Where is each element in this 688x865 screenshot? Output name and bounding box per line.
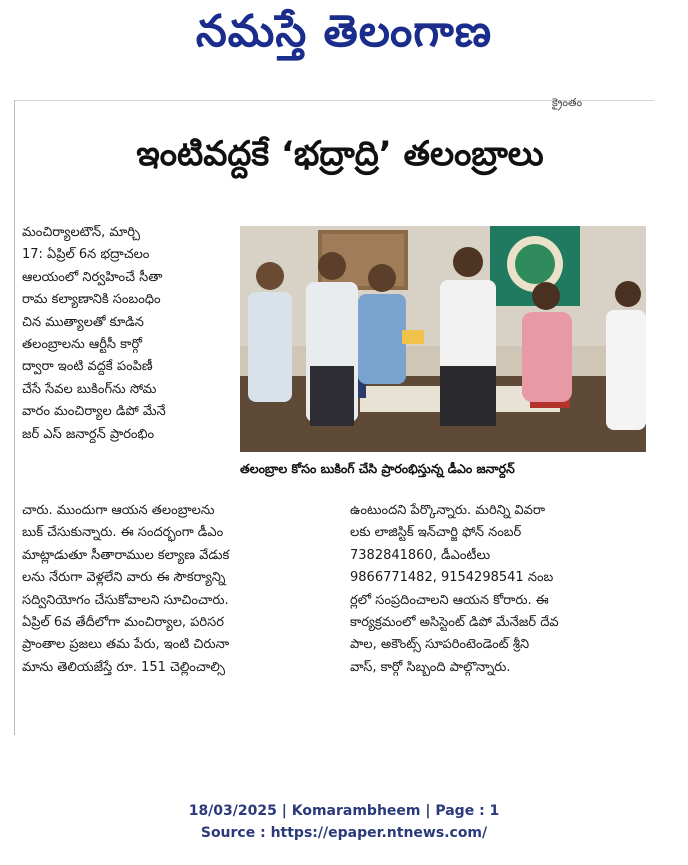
article-text-line: ప్రాంతాల ప్రజలు తమ పేరు, ఇంటి చిరునా — [22, 637, 230, 653]
masthead — [0, 0, 688, 80]
article-text-line: లకు లాజిస్టిక్ ఇన్‌చార్జి ఫోన్ నంబర్ — [350, 525, 522, 541]
article-text-line: చిన ముత్యాలతో కూడిన — [22, 314, 144, 330]
article-text-line: రామ కల్యాణానికి సంబంధిం — [22, 292, 161, 308]
article-text-line: ఏప్రిల్ 6వ తేదీలోగా మంచిర్యాల, పరిసర — [22, 615, 224, 631]
divider-left — [14, 100, 15, 735]
news-photo — [240, 226, 646, 452]
article-column-left — [22, 500, 340, 679]
article-text-line: మంచిర్యాలటౌన్, మార్చి — [22, 225, 140, 240]
article-text-line: తలంబ్రాలను ఆర్టీసీ కార్గో — [22, 337, 142, 353]
article-text-line: బుక్ చేసుకున్నారు. ఈ సందర్భంగా డీఎం — [22, 525, 224, 541]
newspaper-logo: నమస్తే తెలంగాణ — [195, 6, 493, 57]
article-text-line: చేసే సేవల బుకింగ్‌ను సోమ — [22, 381, 157, 397]
article-text-line: వాస్, కార్గో సిబ్బంది పాల్గొన్నారు. — [350, 659, 511, 675]
article-text-line: ఉంటుందని పేర్కొన్నారు. మరిన్ని వివరా — [350, 503, 546, 518]
page-footer — [0, 800, 688, 844]
article-text-line: పాల, అకౌంట్స్ సూపరింటెండెంట్ శ్రీని — [350, 637, 530, 653]
article-text-line: మాట్లాడుతూ సీతారాముల కల్యాణ వేడుక — [22, 547, 230, 563]
article-text-line: సద్వినియోగం చేసుకోవాలని సూచించారు. — [22, 592, 229, 608]
photo-caption: తలంబ్రాల కోసం బుకింగ్ చేసి ప్రారంభిస్తున్న డీఎం జనార్దన్ — [240, 455, 646, 482]
footer-date-edition: 18/03/2025 | Komarambheem | Page : 1 — [188, 803, 500, 819]
article-text-line: లను నేరుగా వెళ్లలేని వారు ఈ సౌకర్యాన్ని — [22, 570, 226, 586]
article-text-line: జర్ ఎస్ జనార్దన్ ప్రారంభిం — [22, 426, 155, 442]
office-scene-illustration — [240, 226, 646, 452]
article-column-right — [350, 500, 650, 679]
article-text-line: ర్లలో సంప్రదించాలని ఆయన కోరారు. ఈ — [350, 592, 549, 608]
article-text-line: ద్వారా ఇంటి వద్దకే పంపిణీ — [22, 359, 153, 375]
section-strip: క్రైంతం — [552, 96, 583, 109]
article-text-line: కార్యక్రమంలో అసిస్టెంట్ డిపో మేనేజర్ దేవ — [350, 615, 559, 631]
article-text-line: 7382841860, డీఎంటీలు — [350, 547, 491, 563]
article-text-line: ఆలయంలో నిర్వహించే సీతా — [22, 269, 163, 285]
article-text-line: చారు. ముందుగా ఆయన తలంబ్రాలను — [22, 503, 215, 518]
article-intro-column — [22, 222, 232, 446]
article-headline: ఇంటివద్దకే ‘భద్రాద్రి’ తలంబ్రాలు — [136, 134, 544, 174]
article-text-line: మాను తెలియజేస్తే రూ. 151 చెల్లించాల్సి — [22, 659, 226, 675]
article-text-line: వారం మంచిర్యాల డిపో మేనే — [22, 404, 166, 420]
article-text-line: 9866771482, 9154298541 నంబ — [350, 570, 554, 586]
article-text-line: 17: ఏప్రిల్ 6న భద్రాచలం — [22, 247, 150, 263]
footer-source-link[interactable]: Source : https://epaper.ntnews.com/ — [200, 825, 488, 841]
